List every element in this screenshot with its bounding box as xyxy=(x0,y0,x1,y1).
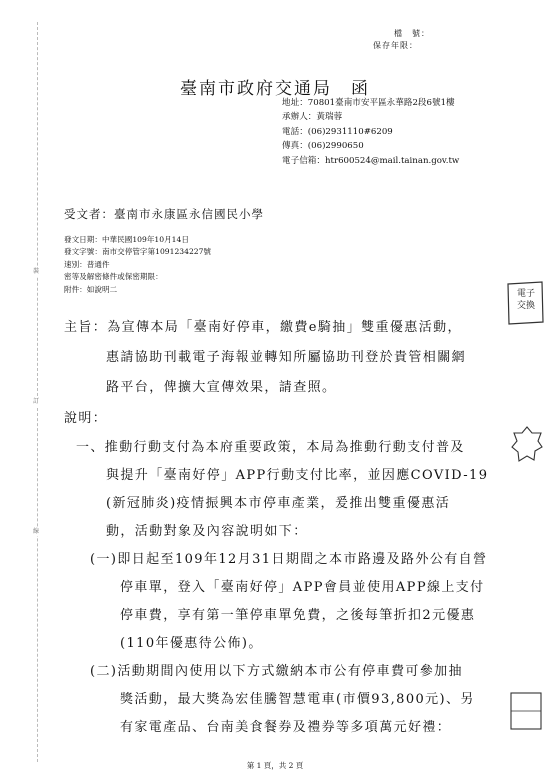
svg-text:電子: 電子 xyxy=(516,289,536,299)
binding-mark-ding: 訂 xyxy=(33,398,40,405)
sender-address: 地址：70801臺南市安平區永華路2段6號1樓 xyxy=(282,98,455,108)
sub1-line-3: 停車費，享有第一筆停車單免費，之後每筆折扣2元優惠 xyxy=(120,608,476,623)
sub1-line-1: (一)即日起至109年12月31日期間之本市路邊及路外公有自營 xyxy=(90,552,488,567)
sub2-line-3: 有家電產品、台南美食餐券及禮券等多項萬元好禮： xyxy=(120,720,452,735)
file-number-label: 檔 號： xyxy=(394,29,430,38)
subject-line-3: 路平台，俾擴大宣傳效果，請查照。 xyxy=(106,380,337,395)
sender-fax: 傳真：(06)2990650 xyxy=(282,141,364,152)
item1-line-2: 與提升「臺南好停」APP行動支付比率，並因應COVID-19 xyxy=(106,468,489,483)
item1-line-4: 動，活動對象及內容說明如下： xyxy=(106,524,308,539)
item1-line-3: (新冠肺炎)疫情振興本市停車產業，爰推出雙重優惠活 xyxy=(106,496,451,511)
speed-class: 速別：普通件 xyxy=(64,259,110,269)
recipient: 受文者：臺南市永康區永信國民小學 xyxy=(64,207,264,221)
sender-info xyxy=(282,96,482,168)
document-meta xyxy=(64,234,211,296)
retention-label: 保存年限： xyxy=(373,41,418,50)
page-footer: 第 1 頁，共 2 頁 xyxy=(246,761,304,770)
issue-number: 發文字號：南市交停管字第1091234227號 xyxy=(64,247,212,257)
subject-line-1: 主旨：為宣傳本局「臺南好停車，繳費e騎抽」雙重優惠活動， xyxy=(64,320,462,335)
binding-line xyxy=(37,22,38,762)
subject-line-2: 惠請協助刊載電子海報並轉知所屬協助刊登於貴管相關網 xyxy=(106,350,467,365)
sub1-line-4: (110年優惠待公佈)。 xyxy=(120,636,263,651)
sender-contact: 承辦人：黃瑞蓉 xyxy=(282,112,343,123)
issue-date: 發文日期：中華民國109年10月14日 xyxy=(64,235,189,244)
binding-mark-zhuang: 裝 xyxy=(33,268,40,275)
item1-line-1: 一、推動行動支付為本府重要政策，本局為推動行動支付普及 xyxy=(76,440,465,455)
sender-phone: 電話：(06)2931110#6209 xyxy=(282,126,393,137)
sub2-line-2: 獎活動，最大獎為宏佳騰智慧電車(市價93,800元)、另 xyxy=(120,692,475,707)
explanation-label: 說明： xyxy=(64,411,108,426)
exchange-stamp-footer xyxy=(508,690,544,732)
binding-mark-xian: 線 xyxy=(33,528,40,535)
secrecy-class: 密等及解密條件或保密期限： xyxy=(64,272,163,282)
attachment: 附件：如說明二 xyxy=(64,284,118,294)
svg-text:交換: 交換 xyxy=(516,301,536,311)
sub2-line-1: (二)活動期間內使用以下方式繳納本市公有停車費可參加抽 xyxy=(90,664,463,679)
exchange-stamp-top xyxy=(505,280,545,326)
sub1-line-2: 停車單，登入「臺南好停」APP會員並使用APP線上支付 xyxy=(120,580,485,595)
exchange-stamp-bottom xyxy=(510,425,544,465)
sender-email: 電子信箱：htr600524@mail.tainan.gov.tw xyxy=(282,155,460,166)
document-title: 臺南市政府交通局 函 xyxy=(180,79,370,99)
